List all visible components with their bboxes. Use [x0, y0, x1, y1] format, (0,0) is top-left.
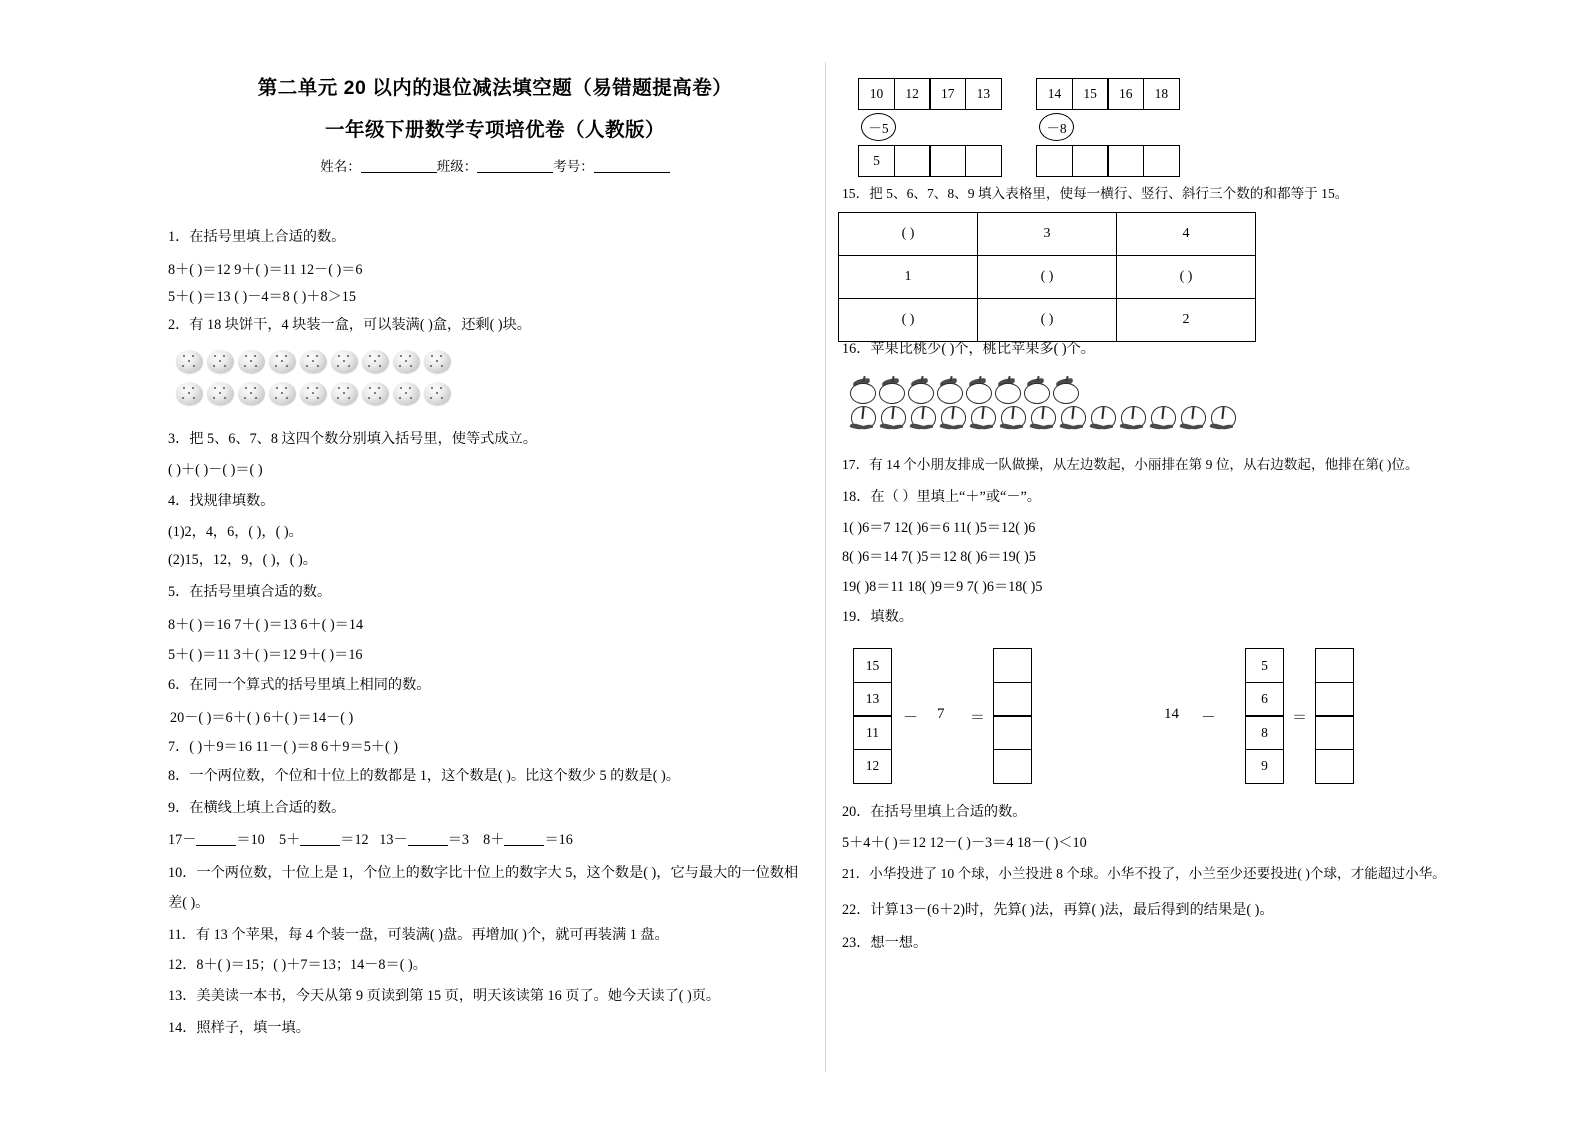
stack-cell[interactable]: [993, 648, 1032, 683]
number-cell: 14: [1036, 78, 1073, 110]
peach-icon: [908, 403, 938, 433]
peach-icon: [848, 403, 878, 433]
peach-icon: [1208, 403, 1238, 433]
q9-blank-4[interactable]: [504, 833, 544, 846]
question-4-line-1[interactable]: (1)2，4，6，( )，( )。: [168, 524, 303, 540]
magic-square-table[interactable]: [838, 212, 1256, 342]
question-16-title[interactable]: 16．苹果比桃少( )个，桃比苹果多( )个。: [842, 341, 1095, 357]
number-cell: 16: [1107, 78, 1144, 110]
magic-square-cell: 2: [1117, 299, 1256, 342]
stack-cell[interactable]: [993, 682, 1032, 717]
question-1-title: 1．在括号里填上合适的数。: [168, 229, 346, 245]
question-15-title: 15．把 5、6、7、8、9 填入表格里，使每一横行、竖行、斜行三个数的和都等于 15。: [842, 186, 1349, 201]
number-cell: 5: [858, 145, 895, 177]
number-cell[interactable]: [1072, 145, 1109, 177]
number-cell[interactable]: [894, 145, 931, 177]
number-cell[interactable]: [1036, 145, 1073, 177]
stack-cell: 12: [853, 749, 892, 784]
cookie-icon: [238, 382, 265, 405]
question-6-line-1[interactable]: 20－( )＝6＋( ) 6＋( )＝14－( ): [170, 710, 354, 726]
column-divider: [825, 62, 826, 1072]
stack-cell[interactable]: [1315, 682, 1354, 717]
peach-icon: [998, 403, 1028, 433]
q9-blank-3[interactable]: [408, 833, 448, 846]
peach-icon: [1118, 403, 1148, 433]
question-2-title: 2．有 18 块饼干，4 块装一盒，可以装满( )盒，还剩( )块。: [168, 317, 531, 333]
magic-square-cell[interactable]: ( ): [839, 299, 978, 342]
peach-icon: [1148, 403, 1178, 433]
magic-square-row: [839, 213, 1256, 256]
peach-icon: [938, 403, 968, 433]
exam-field[interactable]: [594, 160, 670, 173]
question-10-line-1[interactable]: 10．一个两位数，十位上是 1，个位上的数字比十位上的数字大 5，这个数是( )，它与最大的一位数相: [168, 865, 799, 881]
q9-blank-1[interactable]: [196, 833, 236, 846]
number-cell[interactable]: [929, 145, 966, 177]
cookie-row-1: [176, 350, 451, 373]
exam-label: 考号：: [553, 159, 594, 174]
apple-icon: [877, 376, 906, 403]
magic-square-cell: 4: [1117, 213, 1256, 256]
q14-table-1-operator: －5: [861, 113, 896, 141]
magic-square-cell[interactable]: ( ): [839, 213, 978, 256]
stack-cell[interactable]: [993, 715, 1032, 750]
cookie-icon: [269, 382, 296, 405]
question-14-title: 14．照样子，填一填。: [168, 1020, 310, 1036]
peach-icon: [1028, 403, 1058, 433]
q14-table-2-bottom-row[interactable]: [1036, 145, 1180, 177]
question-23-title: 23．想一想。: [842, 935, 928, 951]
magic-square-cell[interactable]: ( ): [978, 256, 1117, 299]
question-17-title[interactable]: 17．有 14 个小朋友排成一队做操，从左边数起，小丽排在第 9 位，从右边数起，他排在第( )位。: [842, 457, 1419, 472]
question-5-title: 5．在括号里填合适的数。: [168, 584, 332, 600]
class-label: 班级：: [436, 159, 478, 174]
cookie-icon: [424, 382, 451, 405]
question-18-line-1[interactable]: 1( )6＝7 12( )6＝6 11( )5＝12( )6: [842, 520, 1036, 536]
apple-icon: [935, 376, 964, 403]
question-5-line-2[interactable]: 5＋( )＝11 3＋( )＝12 9＋( )＝16: [168, 647, 363, 663]
question-4-line-2[interactable]: (2)15，12，9，( )，( )。: [168, 552, 317, 568]
q19-right-operand-stack: [1245, 648, 1284, 784]
q9-part-4: ＝12: [340, 832, 369, 848]
number-cell[interactable]: [1143, 145, 1180, 177]
number-cell: 12: [894, 78, 931, 110]
question-19-title: 19．填数。: [842, 609, 913, 625]
question-18-line-3[interactable]: 19( )8＝11 18( )9＝9 7( )6＝18( )5: [842, 579, 1043, 595]
question-5-line-1[interactable]: 8＋( )＝16 7＋( )＝13 6＋( )＝14: [168, 617, 364, 633]
magic-square-cell: 3: [978, 213, 1117, 256]
apple-icon: [848, 376, 877, 403]
question-9-title: 9．在横线上填上合适的数。: [168, 800, 346, 816]
cookie-icon: [362, 382, 389, 405]
stack-cell: 13: [853, 682, 892, 717]
q19-left-operand: 7: [937, 706, 945, 722]
stack-cell[interactable]: [1315, 749, 1354, 784]
document-header: [175, 72, 815, 175]
cookie-icon: [238, 350, 265, 373]
number-cell: 18: [1143, 78, 1180, 110]
number-cell: 10: [858, 78, 895, 110]
cookie-icon: [424, 350, 451, 373]
magic-square-cell[interactable]: ( ): [1117, 256, 1256, 299]
q9-part-6: ＝3: [447, 832, 469, 848]
question-21-title[interactable]: 21．小华投进了 10 个球，小兰投进 8 个球。小华不投了，小兰至少还要投进( )个球，才能超过小华。: [842, 866, 1446, 881]
q19-left-minus: －: [903, 710, 919, 726]
name-field[interactable]: [361, 160, 437, 173]
stack-cell[interactable]: [1315, 648, 1354, 683]
q19-right-operand: 14: [1164, 706, 1179, 722]
number-cell[interactable]: [1107, 145, 1144, 177]
question-9-line-1[interactable]: [168, 833, 573, 849]
magic-square-row: [839, 256, 1256, 299]
stack-cell: 9: [1245, 749, 1284, 784]
question-6-title: 6．在同一个算式的括号里填上相同的数。: [168, 677, 431, 693]
question-12-title[interactable]: 12．8＋( )＝15；( )＋7＝13；14－8＝( )。: [168, 957, 427, 973]
stack-cell: 11: [853, 715, 892, 750]
cookie-icon: [331, 350, 358, 373]
q19-right-minus: －: [1201, 710, 1217, 726]
question-18-title: 18．在（ ）里填上“＋”或“－”。: [842, 489, 1041, 505]
peach-icon: [878, 403, 908, 433]
apple-icon: [906, 376, 935, 403]
q14-table-1-bottom-row[interactable]: [858, 145, 1002, 177]
number-cell: 17: [929, 78, 966, 110]
question-4-title: 4．找规律填数。: [168, 493, 275, 509]
peach-icon: [1178, 403, 1208, 433]
question-3-line-1[interactable]: ( )＋( )－( )＝( ): [168, 462, 263, 478]
q9-part-7: 8＋: [483, 832, 505, 848]
q14-table-2-top-row: [1036, 78, 1180, 110]
q19-left-equals: ＝: [970, 710, 986, 726]
number-cell: 13: [965, 78, 1002, 110]
q9-part-8: ＝16: [544, 832, 573, 848]
q19-left-result-stack[interactable]: [993, 648, 1032, 784]
apple-icon: [993, 376, 1022, 403]
stack-cell: 15: [853, 648, 892, 683]
peach-icon: [968, 403, 998, 433]
cookie-icon: [207, 350, 234, 373]
number-cell[interactable]: [965, 145, 1002, 177]
cookie-icon: [393, 350, 420, 373]
q9-part-3: 5＋: [278, 832, 301, 848]
question-8-title[interactable]: 8．一个两位数，个位和十位上的数都是 1，这个数是( )。比这个数少 5 的数是( )。: [168, 768, 680, 784]
question-11-title[interactable]: 11．有 13 个苹果，每 4 个装一盘，可装满( )盘。再增加( )个，就可再装满 1 盘。: [168, 927, 669, 943]
magic-square-cell[interactable]: ( ): [978, 299, 1117, 342]
number-cell: 15: [1072, 78, 1109, 110]
q9-part-5: 13－: [379, 832, 408, 848]
stack-cell[interactable]: [1315, 715, 1354, 750]
apple-icon: [1051, 376, 1080, 403]
page-subtitle: 一年级下册数学专项培优卷（人教版）: [324, 119, 665, 141]
question-1-line-2[interactable]: 5＋( )＝13 ( )－4＝8 ( )＋8＞15: [168, 289, 356, 305]
question-1-line-1[interactable]: 8＋( )＝12 9＋( )＝11 12－( )＝6: [168, 262, 363, 278]
magic-square-cell: 1: [839, 256, 978, 299]
question-3-title: 3．把 5、6、7、8 这四个数分别填入括号里，使等式成立。: [168, 431, 537, 447]
cookie-icon: [300, 382, 327, 405]
cookie-icon: [331, 382, 358, 405]
q9-part-1: 17－: [168, 832, 197, 848]
q19-right-equals: ＝: [1292, 710, 1308, 726]
apple-icon: [1022, 376, 1051, 403]
stack-cell[interactable]: [993, 749, 1032, 784]
q19-left-operand-stack: [853, 648, 892, 784]
peach-row: [848, 403, 1238, 433]
cookie-icon: [393, 382, 420, 405]
question-18-line-2[interactable]: 8( )6＝14 7( )5＝12 8( )6＝19( )5: [842, 549, 1036, 565]
question-7-title[interactable]: 7．( )＋9＝16 11－( )＝8 6＋9＝5＋( ): [168, 739, 398, 755]
peach-icon: [1088, 403, 1118, 433]
page-title: 第二单元 20 以内的退位减法填空题（易错题提高卷）: [257, 77, 733, 99]
stack-cell: 6: [1245, 682, 1284, 717]
cookie-icon: [176, 350, 203, 373]
student-info-line: [175, 155, 815, 175]
cookie-icon: [362, 350, 389, 373]
q14-table-1-top-row: [858, 78, 1002, 110]
stack-cell: 8: [1245, 715, 1284, 750]
cookie-row-2: [176, 382, 451, 405]
question-13-title[interactable]: 13．美美读一本书，今天从第 9 页读到第 15 页，明天该读第 16 页了。她今天读了( )页。: [168, 988, 721, 1004]
cookie-icon: [176, 382, 203, 405]
apple-row: [848, 376, 1080, 403]
q19-right-result-stack[interactable]: [1315, 648, 1354, 784]
name-label: 姓名：: [320, 159, 361, 174]
peach-icon: [1058, 403, 1088, 433]
question-10-line-2[interactable]: 差( )。: [168, 895, 210, 911]
cookie-icon: [300, 350, 327, 373]
q14-table-2-operator: －8: [1039, 113, 1074, 141]
question-20-title: 20．在括号里填上合适的数。: [842, 804, 1027, 820]
magic-square-row: [839, 299, 1256, 342]
q9-blank-2[interactable]: [300, 833, 340, 846]
cookie-icon: [269, 350, 296, 373]
question-22-title[interactable]: 22．计算13－(6＋2)时，先算( )法，再算( )法，最后得到的结果是( )。: [842, 902, 1274, 918]
class-field[interactable]: [477, 160, 553, 173]
stack-cell: 5: [1245, 648, 1284, 683]
cookie-icon: [207, 382, 234, 405]
apple-icon: [964, 376, 993, 403]
question-20-line-1[interactable]: 5＋4＋( )＝12 12－( )－3＝4 18－( )＜10: [842, 835, 1087, 851]
q9-part-2: ＝10: [236, 832, 265, 848]
